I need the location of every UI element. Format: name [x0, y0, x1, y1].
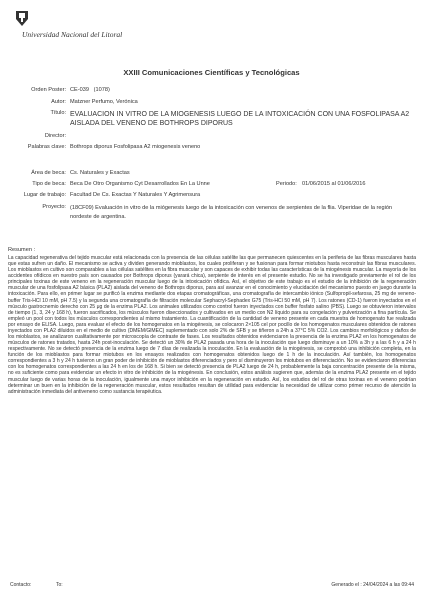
- director-label: Director:: [44, 133, 66, 139]
- proyecto-label: Proyecto:: [42, 204, 66, 210]
- lugar-trabajo-value: Facultad De Cs. Exactas Y Naturales Y Agrimensura: [70, 192, 201, 198]
- autor-value: Matzner Perfumo, Verónica: [70, 99, 138, 105]
- area-beca-value: Cs. Naturales y Exactas: [70, 170, 130, 176]
- contacto-label: Contacto:: [10, 582, 32, 588]
- tipo-beca-label: Tipo de beca:: [32, 181, 66, 187]
- area-beca-label: Área de beca:: [31, 170, 66, 176]
- page-title: XXIII Comunicaciones Científicas y Tecnológicas: [123, 68, 300, 77]
- palabras-clave-value: Bothrops diporus Fosfolipasa A2 miogenesis veneno: [70, 144, 201, 150]
- orden-poster-id: (1078): [93, 87, 110, 93]
- to-label: To:: [56, 582, 63, 588]
- periodo-value: 01/06/2015 al 01/06/2016: [302, 181, 366, 187]
- resumen-label: Resumen :: [8, 247, 36, 253]
- generated-timestamp: Generado el : 24/04/2024 a las 09:44: [331, 582, 414, 588]
- titulo-label: Título:: [50, 110, 66, 116]
- university-name: Universidad Nacional del Litoral: [22, 30, 123, 39]
- proyecto-value: (18CF09) Evaluación in vitro de la miógenesis luego de la intoxicación con venenos de serpientes de la flia. Viperidae de la región nordeste de argentina.: [70, 205, 393, 220]
- orden-poster-value: CE-039 (1078): [70, 87, 110, 93]
- lugar-trabajo-label: Lugar de trabajo:: [23, 192, 66, 198]
- resumen-text: La capacidad regenerativa del tejido muscular está relacionada con la presencia de las células satélite las que permanecen quiescentes en la periferia de las fibras musculares hasta que estas sufren un daño. El mecanismo se activa y dividen generando mioblastos, los cuales proliferan y se fusionan para formar miotubos hasta reconstruir las fibras musculares. Los mioblastos en cultivo son comparables a las células satélites en la fibra muscular y son capaces de exhibir todas las características de la miogénesis muscular. La mayoría de los accidentes ofídicos en nuestro país son causados por Bothrops diporus (yarará chica), serpiente de interés en el presente estudio. No se ha investigado previamente el rol de los principales toxinas de este veneno en la regeneración muscular luego de la intoxicación ofídica. Así, el objetivo de este trabajo es el estudio de la inhibición de la regeneración muscular de una fosfolipasa A2 básica (PLA2) aislada del veneno de Bothrops diporus, para así avanzar en el conocimiento y elucidación del mecanismo puesto en juego durante la intoxicación. Para ello, en primer lugar se purificó la enzima mediante dos etapas cromatográficas, una cromatografía de intercambio iónico (Sulfopropil-sefarosa, 25 mg de veneno-buffer Tris-HCl 10 mM, pH 7.5) y la segunda una cromatografía de filtración molecular Sephacryl-Sephadex G75 (Tris-HCl 50 mM, pH 7). Los ratones (CD-1) fueron inyectados en el músculo gastrocnemio derecho con 25 μg de la enzima PLA2. Los animales utilizados como control fueron inyectados con buffer fosfato salino (PBS). Luego se obtuvieron intervalos de tiempo (1, 3, 24 y 168 h), fueron sacrificados, los músculos fueron diseccionados y cultivados en un medio con N2 líquido para su congelación y pulverización a fina partícula. Se empleó un pool con todos los músculos correspondientes al mismo tratamiento. La cuantificación de la cantidad de veneno presente en cada muestra de homogenato fue realizada por ensayo de ELISA. Luego, para evaluar el efecto de los homogenatos en la miogénesis, se colocaron 2×105 cel por pocillo de los homogenatos musculares obtenidos de ratones inyectados con PLA2 diluidos en el medio de cultivo (DMEM/GlMEC) suplementado con solo 2% de SFB y se tiñeron a 24h a 37°C 5% CO2. Los cambios morfológicos y daños de los mioblastos, se analizaron cualitativamente por microscopía de contraste de fases. Los resultados obtenidos evidenciaron la presencia de la enzima PLA2 en los homogenatos de músculos de ratones tratados, hasta 24h post-inoculación. Se detectó un 30% de PLA2 pasada una hora de la inoculación que luego disminuye a un 10% a 3h y a las 6 h y a 24 h respectivamente. No se detectó presencia de la enzima luego de 7 días de realizada la inoculación. En la evaluación de la miogénesis, se comprobó una inhibición completa, en la función de los mioblastos para formar miotubos en los ensayos realizados con homogenatos obtenidos luego de 1 h de la inoculación. Así también, los homogenatos correspondientes a 3 h y 24 h tuvieron un gran poder de inhibición de mioblastos diferenciados y pero sí disminuyeron los miotubos en diferenciación. No se evidenciaron diferencias con los homogenatos correspondientes a las 24 h en los de 168 h. Si bien se detectó presencia de PLA2 luego de 24 h, probablemente la baja concentración presente de la misma, no es suficiente como para evidenciar un efecto in vitro de inhibición de la miogénesis. En conclusión, estos análisis sugieren que, además de la enzima PLA2 presente en el tejido muscular luego de varias horas de la inoculación, igualmente una mayor inhibición en la regeneración en estudio. Así, los estudios del rol de otras toxinas en el veneno podrían determinar un buen en la inhibición de la regeneración muscular, estos resultados resultan de utilidad para evidenciar la necesidad de utilizar como primer recurso de atención la administración inmediata del antiveneno como sustancia terapéutica.: [8, 255, 416, 395]
- autor-label: Autor:: [51, 99, 66, 105]
- titulo-value: EVALUACION IN VITRO DE LA MIOGENESIS LUEGO DE LA INTOXICACIÓN CON UNA FOSFOLIPASA A2 AISLADA DEL VENENO DE BOTHROPS DIPORUS: [70, 111, 410, 127]
- periodo-label: Periodo:: [276, 181, 297, 187]
- palabras-clave-label: Palabras clave:: [27, 144, 66, 150]
- orden-poster-label: Orden Poster:: [31, 87, 66, 93]
- university-logo-icon: [14, 9, 30, 27]
- tipo-beca-value: Beca De Otro Organismo Cyt Desarrollados En La Unne: [70, 181, 210, 187]
